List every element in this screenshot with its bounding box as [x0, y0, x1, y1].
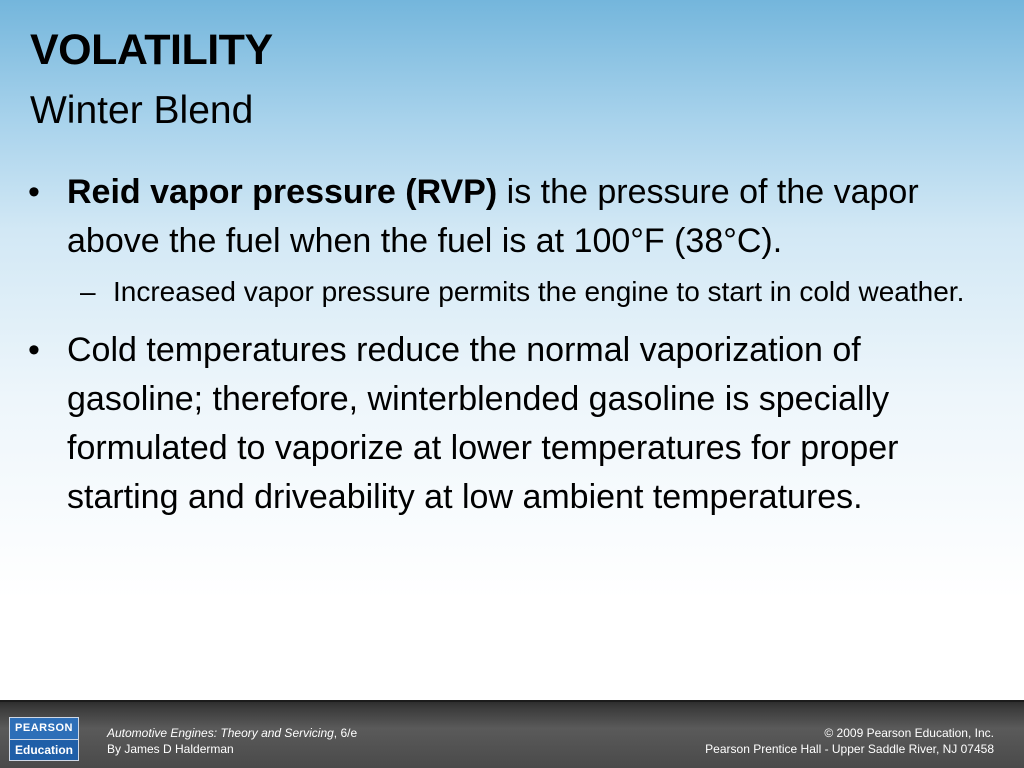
- footer-book-info: [107, 725, 357, 757]
- bullet-bold-term: Reid vapor pressure (RVP): [67, 173, 498, 211]
- book-edition: , 6/e: [333, 726, 358, 740]
- bullet-marker: •: [28, 173, 40, 211]
- book-author: By James D Halderman: [107, 742, 234, 756]
- sub-bullet-text: Increased vapor pressure permits the engine to start in cold weather.: [113, 276, 965, 307]
- bullet-marker: •: [28, 331, 40, 369]
- bullet-list: [24, 168, 984, 528]
- bullet-item-rvp: [24, 168, 984, 266]
- slide-title: VOLATILITY: [30, 26, 273, 74]
- pearson-logo: [9, 717, 79, 761]
- footer-bar: [0, 700, 1024, 768]
- book-title: Automotive Engines: Theory and Servicing: [107, 726, 334, 740]
- bullet-text: is the pressure of the vapor above the fuel when the fuel is at 100°F (38°C).: [67, 173, 919, 260]
- logo-top-text: PEARSON: [10, 718, 78, 740]
- slide-subtitle: Winter Blend: [30, 89, 254, 132]
- sub-bullet-item: [24, 272, 984, 312]
- sub-bullet-marker: –: [80, 276, 96, 307]
- footer-copyright: [705, 725, 994, 757]
- bullet-item-cold: [24, 326, 984, 522]
- publisher-text: Pearson Prentice Hall - Upper Saddle River, NJ 07458: [705, 742, 994, 756]
- bullet-text: Cold temperatures reduce the normal vaporization of gasoline; therefore, winterblended gasoline is specially formulated to vaporize at lower temperatures for proper starting and driveability at low ambient temperatures.: [67, 331, 899, 516]
- copyright-text: © 2009 Pearson Education, Inc.: [824, 726, 994, 740]
- logo-bottom-text: Education: [14, 743, 73, 757]
